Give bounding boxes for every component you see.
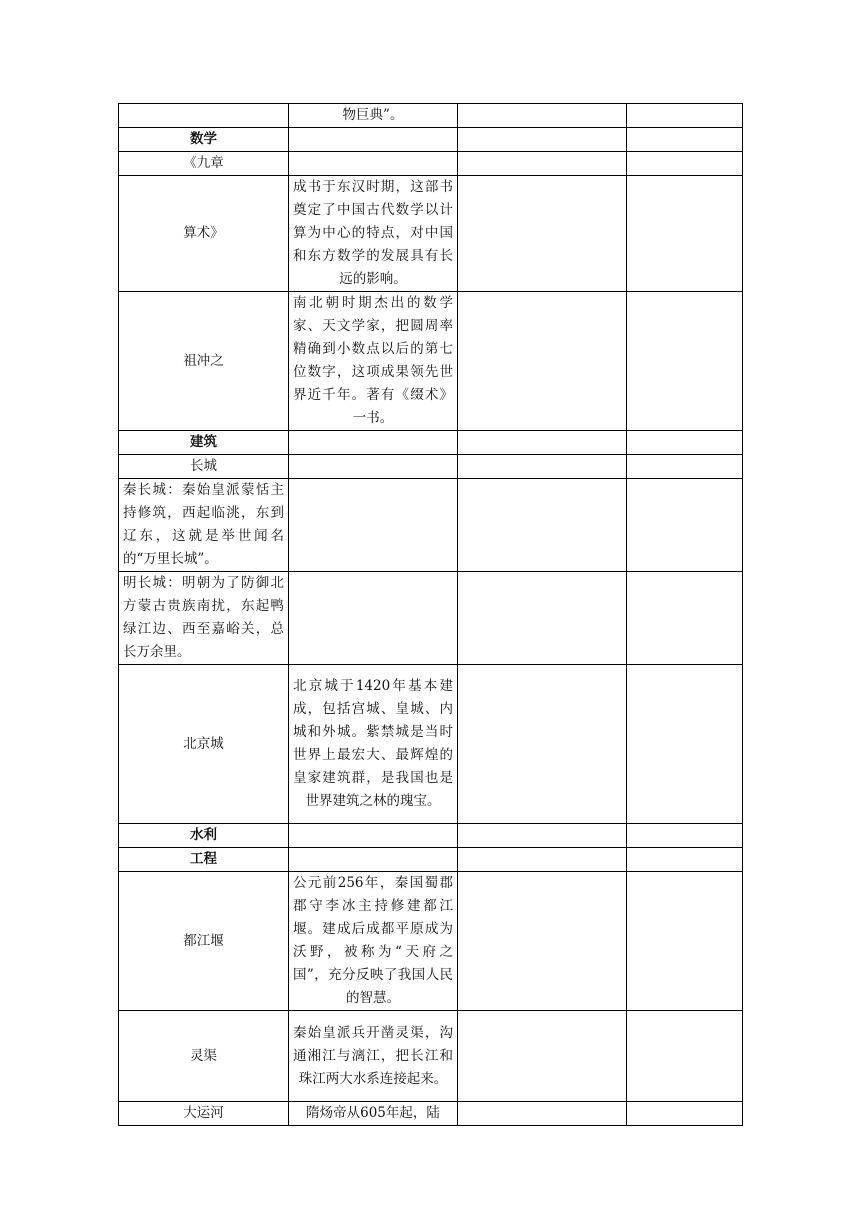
- empty-cell: [458, 1011, 627, 1102]
- section-heading-water: 水利: [119, 824, 289, 848]
- empty-cell: [458, 104, 627, 128]
- empty-cell: [458, 431, 627, 455]
- row-label: 都江堰: [119, 872, 289, 1011]
- table-row: [119, 572, 743, 665]
- empty-cell: [458, 872, 627, 1011]
- row-label: 大运河: [119, 1102, 289, 1126]
- row-description: 物巨典”。: [289, 104, 458, 128]
- empty-cell: [627, 1011, 743, 1102]
- row-description: [289, 572, 458, 665]
- empty-cell: [627, 152, 743, 176]
- row-description: 秦始皇派兵开凿灵渠，沟通湘江与漓江，把长江和珠江两大水系连接起来。: [289, 1011, 458, 1102]
- row-label: 《九章: [119, 152, 289, 176]
- row-description: 北京城于1420年基本建成，包括宫城、皇城、内城和外城。紫禁城是当时世界上最宏大、最辉煌的皇家建筑群，是我国也是世界建筑之林的瑰宝。: [289, 665, 458, 824]
- table-row: [119, 292, 743, 431]
- row-label: 算术》: [119, 176, 289, 292]
- empty-cell: [627, 455, 743, 479]
- table-row: [119, 152, 743, 176]
- section-heading-architecture: 建筑: [119, 431, 289, 455]
- table-row: [119, 1102, 743, 1126]
- empty-cell: [627, 1102, 743, 1126]
- table-row: [119, 455, 743, 479]
- section-heading-engineering: 工程: [119, 848, 289, 872]
- table-row: [119, 1011, 743, 1102]
- empty-cell: [627, 292, 743, 431]
- empty-cell: [627, 128, 743, 152]
- history-table: [118, 103, 743, 1126]
- empty-cell: [458, 824, 627, 848]
- table-row: [119, 848, 743, 872]
- empty-cell: [627, 479, 743, 572]
- row-label: 灵渠: [119, 1011, 289, 1102]
- table-row: [119, 872, 743, 1011]
- empty-cell: [627, 572, 743, 665]
- row-description: [289, 455, 458, 479]
- row-label: 长城: [119, 455, 289, 479]
- row-description: [289, 431, 458, 455]
- table-row: [119, 431, 743, 455]
- table-row: [119, 176, 743, 292]
- empty-cell: [458, 479, 627, 572]
- table-row: [119, 479, 743, 572]
- row-description: [289, 479, 458, 572]
- row-description: [289, 824, 458, 848]
- empty-cell: [627, 176, 743, 292]
- row-label: 秦长城：秦始皇派蒙恬主持修筑，西起临洮，东到辽东，这就是举世闻名的“万里长城”。: [119, 479, 289, 572]
- empty-cell: [627, 872, 743, 1011]
- table-row: [119, 128, 743, 152]
- table-row: [119, 104, 743, 128]
- row-description: [289, 152, 458, 176]
- row-description: 公元前256年，秦国蜀郡郡守李冰主持修建都江堰。建成后成都平原成为沃野，被称为“天府之国”，充分反映了我国人民的智慧。: [289, 872, 458, 1011]
- empty-cell: [627, 824, 743, 848]
- row-description: 隋炀帝从605年起，陆: [289, 1102, 458, 1126]
- row-label: 明长城：明朝为了防御北方蒙古贵族南扰，东起鸭绿江边、西至嘉峪关，总长万余里。: [119, 572, 289, 665]
- row-label: [119, 104, 289, 128]
- empty-cell: [627, 104, 743, 128]
- empty-cell: [458, 176, 627, 292]
- empty-cell: [458, 848, 627, 872]
- row-description: 南北朝时期杰出的数学家、天文学家，把圆周率精确到小数点以后的第七位数字，这项成果领先世界近千年。著有《缀术》一书。: [289, 292, 458, 431]
- empty-cell: [458, 152, 627, 176]
- empty-cell: [627, 665, 743, 824]
- section-heading-math: 数学: [119, 128, 289, 152]
- row-description: [289, 848, 458, 872]
- empty-cell: [458, 292, 627, 431]
- row-description: [289, 128, 458, 152]
- empty-cell: [458, 128, 627, 152]
- empty-cell: [458, 665, 627, 824]
- empty-cell: [458, 572, 627, 665]
- empty-cell: [627, 848, 743, 872]
- empty-cell: [458, 455, 627, 479]
- table-row: [119, 665, 743, 824]
- row-description: 成书于东汉时期，这部书奠定了中国古代数学以计算为中心的特点，对中国和东方数学的发展具有长远的影响。: [289, 176, 458, 292]
- table-row: [119, 824, 743, 848]
- row-label: 北京城: [119, 665, 289, 824]
- empty-cell: [627, 431, 743, 455]
- empty-cell: [458, 1102, 627, 1126]
- row-label: 祖冲之: [119, 292, 289, 431]
